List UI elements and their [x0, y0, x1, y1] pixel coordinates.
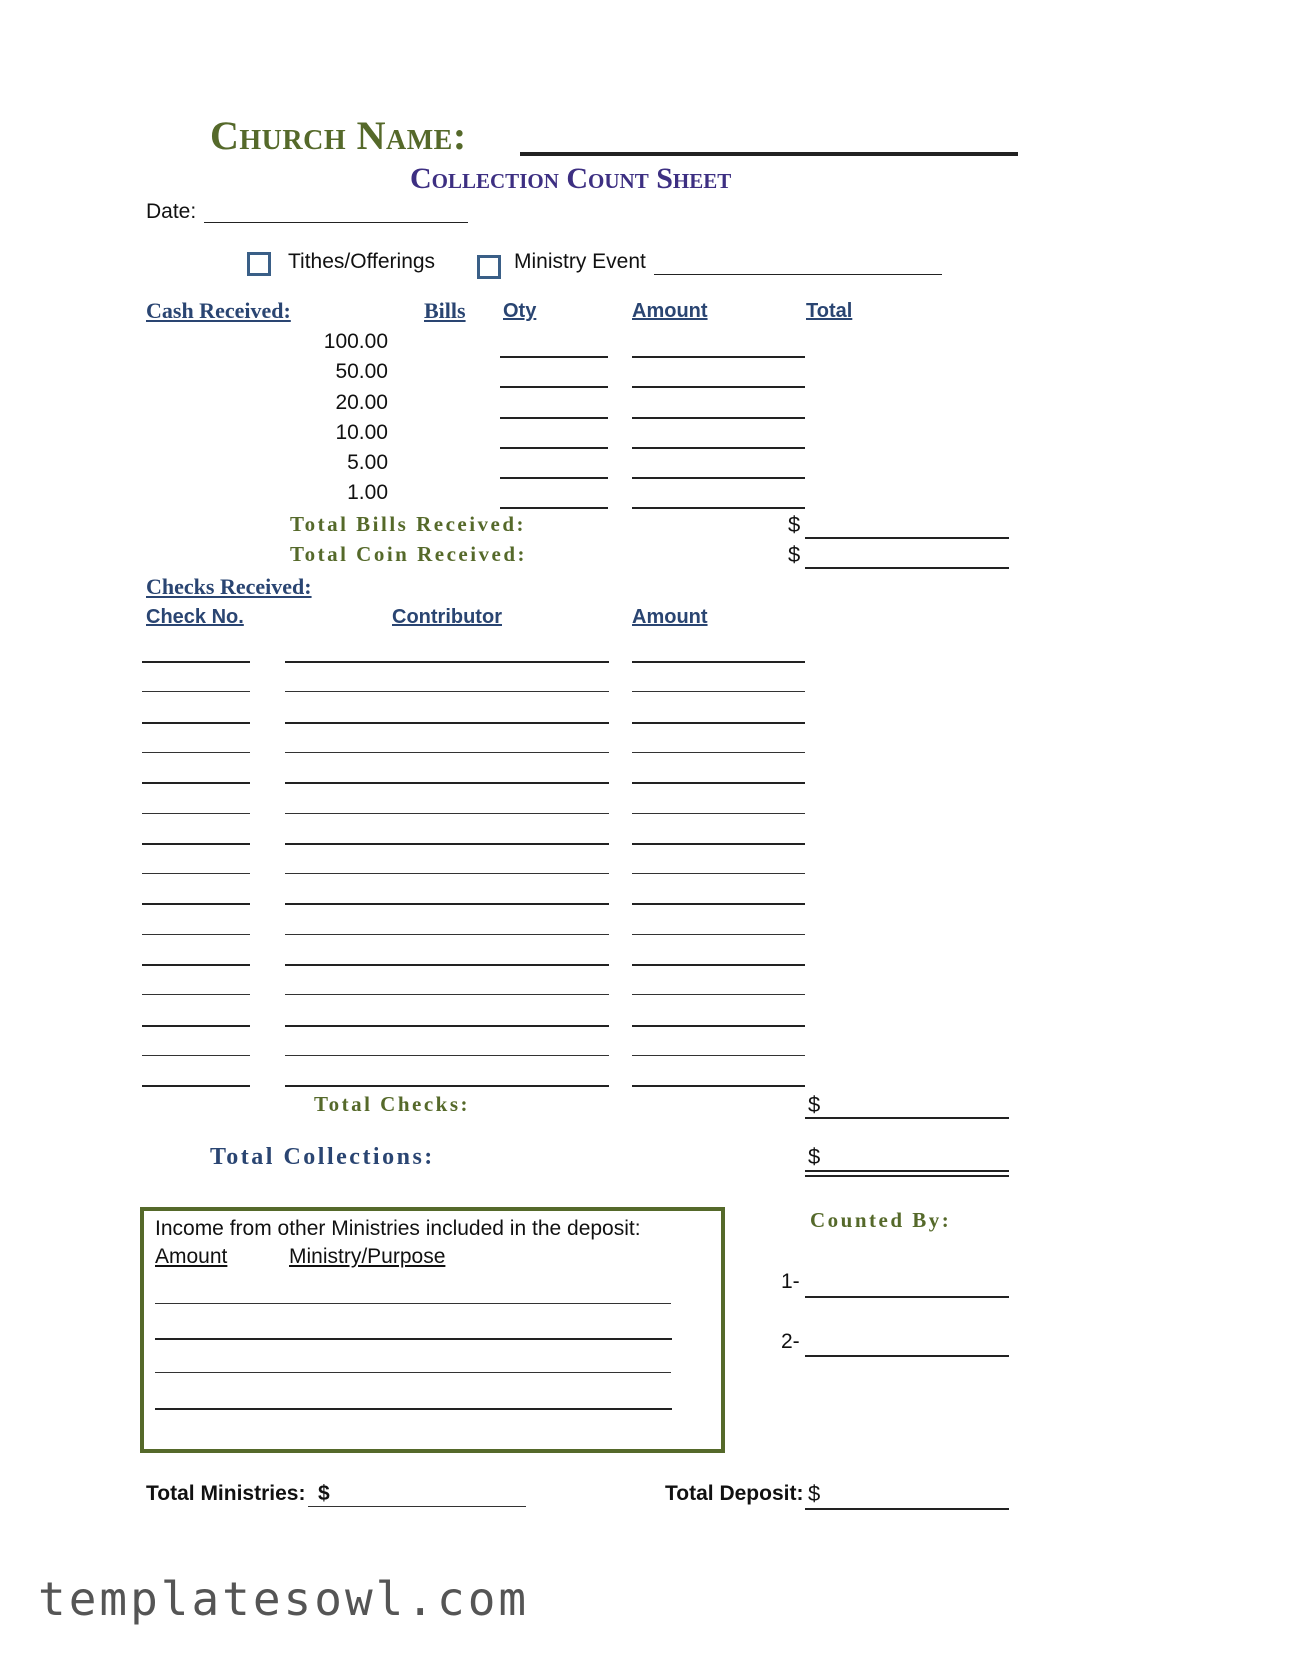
check-no-field[interactable]: [142, 903, 250, 905]
ministry-event-label: Ministry Event: [514, 250, 646, 273]
total-bills-field[interactable]: [805, 537, 1009, 539]
cash-received-heading: Cash Received:: [146, 298, 291, 323]
qty-field[interactable]: [500, 417, 608, 419]
total-collections-dollar: $: [808, 1144, 821, 1169]
total-deposit-label: Total Deposit:: [665, 1482, 804, 1505]
check-amount-field[interactable]: [632, 903, 805, 905]
total-column-header: Total: [806, 300, 853, 322]
qty-field[interactable]: [500, 356, 608, 358]
bills-column-header: Bills: [424, 298, 466, 323]
contributor-field[interactable]: [285, 1085, 609, 1087]
check-amount-field[interactable]: [632, 934, 805, 935]
check-no-field[interactable]: [142, 813, 250, 814]
denomination-label: 10.00: [335, 421, 388, 444]
total-deposit-field[interactable]: [805, 1508, 1009, 1510]
contributor-column-header: Contributor: [392, 606, 502, 628]
check-amount-field[interactable]: [632, 1055, 805, 1056]
check-amount-field[interactable]: [632, 661, 805, 663]
amount-field[interactable]: [632, 417, 805, 419]
amount-column-header: Amount: [632, 300, 708, 322]
check-no-field[interactable]: [142, 1055, 250, 1056]
contributor-field[interactable]: [285, 722, 609, 724]
total-coin-field[interactable]: [805, 567, 1009, 569]
check-no-field[interactable]: [142, 1025, 250, 1027]
amount-field[interactable]: [632, 356, 805, 358]
ministries-purpose-header: Ministry/Purpose: [289, 1245, 446, 1268]
total-collections-label: Total Collections:: [210, 1144, 435, 1170]
total-coin-label: Total Coin Received:: [290, 542, 528, 566]
total-deposit-dollar: $: [808, 1481, 821, 1506]
total-collections-field[interactable]: [805, 1170, 1009, 1172]
total-ministries-label: Total Ministries:: [146, 1482, 306, 1505]
contributor-field[interactable]: [285, 691, 609, 692]
check-amount-field[interactable]: [632, 1025, 805, 1027]
contributor-field[interactable]: [285, 782, 609, 784]
check-amount-field[interactable]: [632, 964, 805, 966]
date-field[interactable]: [204, 222, 468, 223]
check-amount-field[interactable]: [632, 813, 805, 814]
other-ministries-box: [140, 1207, 725, 1453]
qty-field[interactable]: [500, 447, 608, 449]
contributor-field[interactable]: [285, 964, 609, 966]
total-checks-dollar: $: [808, 1092, 821, 1117]
other-ministries-intro: Income from other Ministries included in the deposit:: [155, 1217, 641, 1240]
denomination-label: 1.00: [347, 481, 388, 504]
counter-1-label: 1-: [781, 1270, 800, 1293]
check-no-column-header: Check No.: [146, 606, 244, 628]
watermark: templatesowl.com: [38, 1572, 530, 1626]
denomination-label: 5.00: [347, 451, 388, 474]
check-no-field[interactable]: [142, 843, 250, 845]
check-no-field[interactable]: [142, 994, 250, 995]
denomination-label: 20.00: [335, 391, 388, 414]
check-amount-field[interactable]: [632, 691, 805, 692]
total-ministries-field[interactable]: [308, 1506, 526, 1507]
contributor-field[interactable]: [285, 994, 609, 995]
tithes-label: Tithes/Offerings: [288, 250, 436, 273]
check-no-field[interactable]: [142, 873, 250, 874]
check-no-field[interactable]: [142, 722, 250, 724]
check-no-field[interactable]: [142, 1085, 250, 1087]
contributor-field[interactable]: [285, 934, 609, 935]
total-ministries-dollar: $: [318, 1482, 330, 1505]
check-no-field[interactable]: [142, 661, 250, 663]
contributor-field[interactable]: [285, 843, 609, 845]
check-no-field[interactable]: [142, 782, 250, 784]
church-name-field[interactable]: [520, 152, 1018, 156]
denomination-label: 100.00: [323, 330, 388, 353]
amount-field[interactable]: [632, 477, 805, 479]
qty-field[interactable]: [500, 477, 608, 479]
ministry-entry-line[interactable]: [155, 1303, 671, 1304]
counted-by-label: Counted By:: [810, 1208, 952, 1232]
check-no-field[interactable]: [142, 752, 250, 753]
ministry-entry-line[interactable]: [155, 1338, 672, 1340]
amount-field[interactable]: [632, 507, 805, 509]
ministry-entry-line[interactable]: [155, 1408, 672, 1410]
counter-2-label: 2-: [781, 1330, 800, 1353]
total-checks-label: Total Checks:: [314, 1092, 470, 1116]
contributor-field[interactable]: [285, 813, 609, 814]
check-amount-field[interactable]: [632, 843, 805, 845]
check-amount-field[interactable]: [632, 1085, 805, 1087]
check-amount-field[interactable]: [632, 722, 805, 724]
contributor-field[interactable]: [285, 1055, 609, 1056]
qty-column-header: Oty: [503, 300, 537, 322]
contributor-field[interactable]: [285, 903, 609, 905]
check-amount-field[interactable]: [632, 994, 805, 995]
total-coin-dollar: $: [788, 542, 801, 567]
checks-received-heading: Checks Received:: [146, 574, 312, 599]
check-no-field[interactable]: [142, 934, 250, 935]
counter-2-field[interactable]: [805, 1355, 1009, 1357]
total-bills-label: Total Bills Received:: [290, 512, 527, 536]
check-amount-field[interactable]: [632, 752, 805, 753]
amount-field[interactable]: [632, 447, 805, 449]
sheet-title: Collection Count Sheet: [410, 162, 732, 195]
total-checks-field[interactable]: [805, 1117, 1009, 1119]
church-name-label: Church Name:: [210, 113, 467, 158]
ministry-event-field[interactable]: [654, 274, 942, 275]
ministries-amount-header: Amount: [155, 1245, 228, 1268]
ministry-event-checkbox[interactable]: [477, 255, 501, 279]
contributor-field[interactable]: [285, 661, 609, 663]
contributor-field[interactable]: [285, 873, 609, 874]
total-collections-double-rule: [805, 1175, 1009, 1177]
total-bills-dollar: $: [788, 512, 801, 537]
counter-1-field[interactable]: [805, 1296, 1009, 1298]
check-amount-column-header: Amount: [632, 606, 708, 628]
tithes-checkbox[interactable]: [247, 252, 271, 276]
amount-field[interactable]: [632, 386, 805, 388]
contributor-field[interactable]: [285, 752, 609, 753]
ministry-entry-line[interactable]: [155, 1372, 671, 1373]
contributor-field[interactable]: [285, 1025, 609, 1027]
check-amount-field[interactable]: [632, 782, 805, 784]
denomination-label: 50.00: [335, 360, 388, 383]
qty-field[interactable]: [500, 386, 608, 388]
check-amount-field[interactable]: [632, 873, 805, 874]
date-label: Date:: [146, 200, 197, 223]
check-no-field[interactable]: [142, 964, 250, 966]
qty-field[interactable]: [500, 507, 608, 509]
check-no-field[interactable]: [142, 691, 250, 692]
